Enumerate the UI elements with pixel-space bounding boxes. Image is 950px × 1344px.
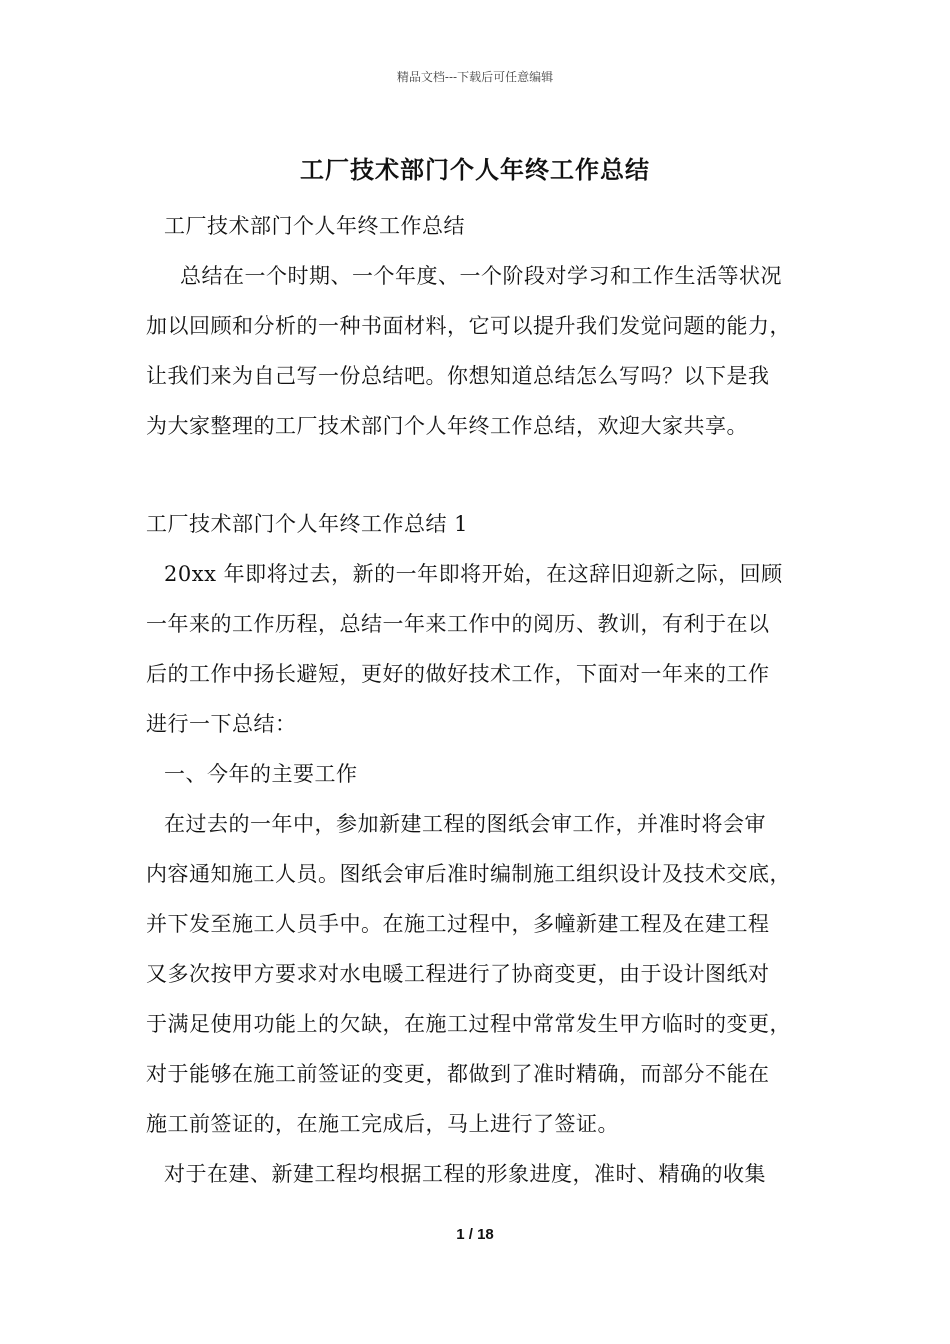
paragraph-line: 20xx 年即将过去，新的一年即将开始，在这辞旧迎新之际，回顾 [164,562,783,586]
paragraph-line: 在过去的一年中，参加新建工程的图纸会审工作，并准时将会审 [164,812,766,836]
paragraph-line: 一年来的工作历程，总结一年来工作中的阅历、教训，有利于在以 [146,612,770,636]
section-heading: 工厂技术部门个人年终工作总结 1 [146,512,469,536]
paragraph-line: 加以回顾和分析的一种书面材料，它可以提升我们发觉问题的能力， [146,314,791,338]
paragraph-line: 总结在一个时期、一个年度、一个阶段对学习和工作生活等状况 [180,264,782,288]
page-number: 1 / 18 [456,1226,494,1243]
paragraph-line: 进行一下总结： [146,712,297,736]
paragraph-line: 于满足使用功能上的欠缺，在施工过程中常常发生甲方临时的变更， [146,1012,791,1036]
paragraph-line: 对于在建、新建工程均根据工程的形象进度，准时、精确的收集 [164,1162,766,1186]
subtitle-line: 工厂技术部门个人年终工作总结 [164,214,465,238]
paragraph-line: 并下发至施工人员手中。在施工过程中，多幢新建工程及在建工程 [146,912,770,936]
paragraph-line: 让我们来为自己写一份总结吧。你想知道总结怎么写吗？以下是我 [146,364,770,388]
paragraph-line: 后的工作中扬长避短，更好的做好技术工作，下面对一年来的工作 [146,662,770,686]
document-title: 工厂技术部门个人年终工作总结 [300,155,650,184]
paragraph-line: 为大家整理的工厂技术部门个人年终工作总结，欢迎大家共享。 [146,414,748,438]
paragraph-line: 内容通知施工人员。图纸会审后准时编制施工组织设计及技术交底， [146,862,791,886]
paragraph-line: 对于能够在施工前签证的变更，都做到了准时精确，而部分不能在 [146,1062,770,1086]
page-header: 精品文档---下载后可任意编辑 [396,70,554,84]
paragraph-line: 又多次按甲方要求对水电暖工程进行了协商变更，由于设计图纸对 [146,962,770,986]
paragraph-line: 施工前签证的，在施工完成后，马上进行了签证。 [146,1112,619,1136]
subsection-heading: 一、今年的主要工作 [164,762,358,786]
